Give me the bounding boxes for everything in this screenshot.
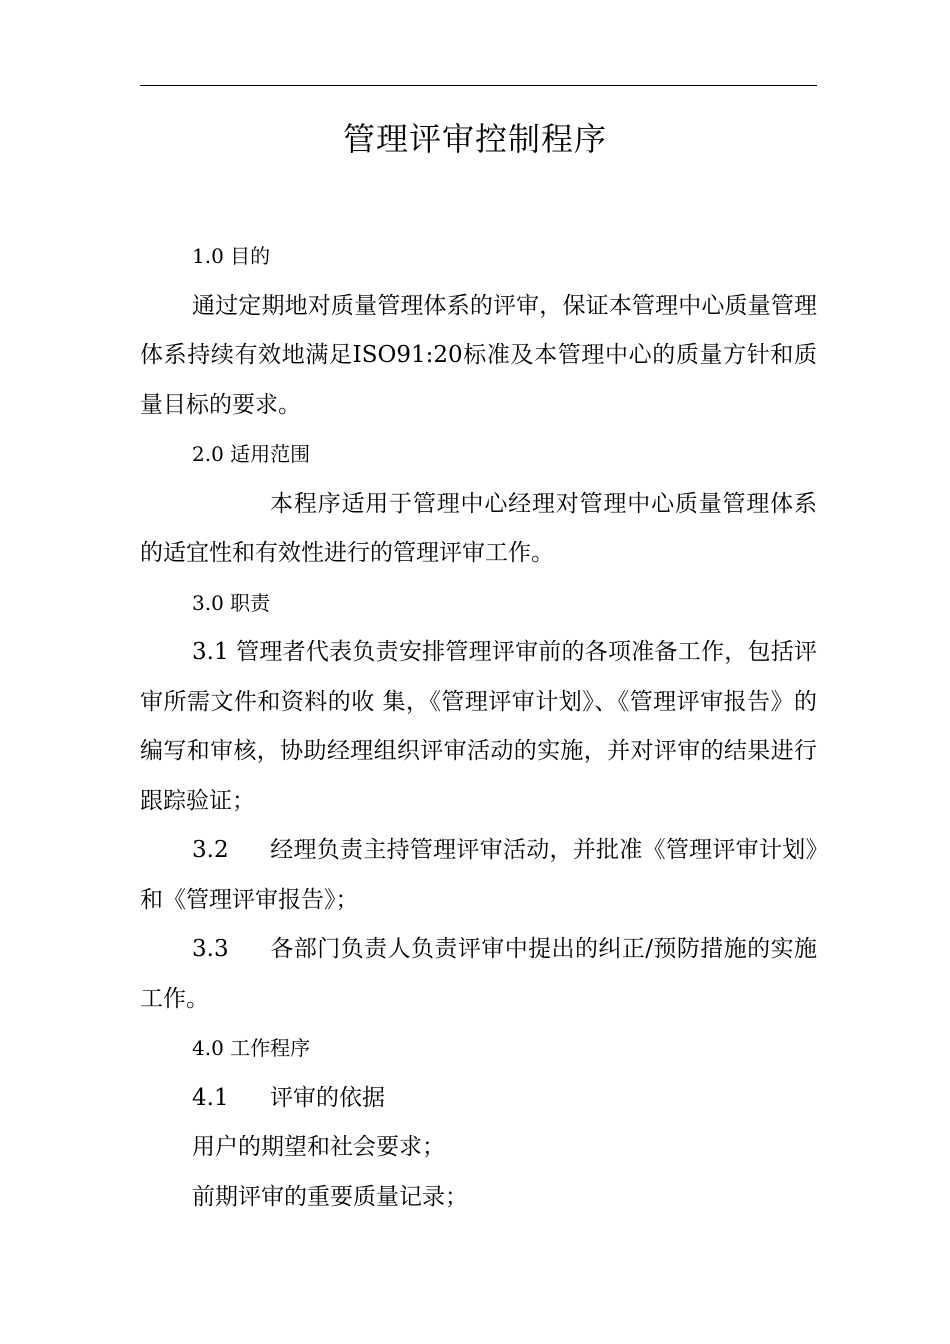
document-body (140, 232, 817, 1222)
section-heading-purpose: 1.0 目的 (192, 244, 271, 268)
item-text: 评审的依据 (270, 1084, 385, 1111)
section-heading-responsibilities: 3.0 职责 (192, 590, 271, 615)
subsection-review-basis (140, 1074, 817, 1124)
item-number: 3.2 (192, 837, 229, 863)
list-item: 用户的期望和社会要求； (192, 1134, 445, 1160)
paragraph-purpose: 通过定期地对质量管理体系的评审，保证本管理中心质量管理体系持续有效地满足ISO91:20标准及本管理中心的质量方针和质量目标的要求。 (140, 292, 817, 418)
item-text: 各部门负责人负责评审中提出的纠正/预防措施的实施工作。 (140, 936, 817, 1012)
section-heading-scope: 2.0 适用范围 (192, 442, 311, 466)
paragraph-responsibility-3-1: 3.1 管理者代表负责安排管理评审前的各项准备工作，包括评审所需文件和资料的收 集，《管理评审计划》、《管理评审报告》的编写和审核，协助经理组织评审活动的实施，并对评审的结果进行跟踪验证； (140, 639, 817, 814)
paragraph-scope: 本程序适用于管理中心经理对管理中心质量管理体系的适宜性和有效性进行的管理评审工作。 (140, 490, 817, 566)
header-rule (140, 85, 817, 86)
paragraph-responsibility-3-3 (140, 925, 817, 1024)
item-text: 经理负责主持管理评审活动，并批准《管理评审计划》和《管理评审报告》； (140, 837, 817, 913)
page-title: 管理评审控制程序 (342, 120, 607, 158)
item-number: 3.3 (192, 936, 229, 962)
section-heading-procedure: 4.0 工作程序 (192, 1036, 311, 1060)
item-number: 4.1 (192, 1084, 229, 1111)
list-item: 前期评审的重要质量记录； (192, 1183, 468, 1210)
paragraph-responsibility-3-2 (140, 826, 817, 925)
